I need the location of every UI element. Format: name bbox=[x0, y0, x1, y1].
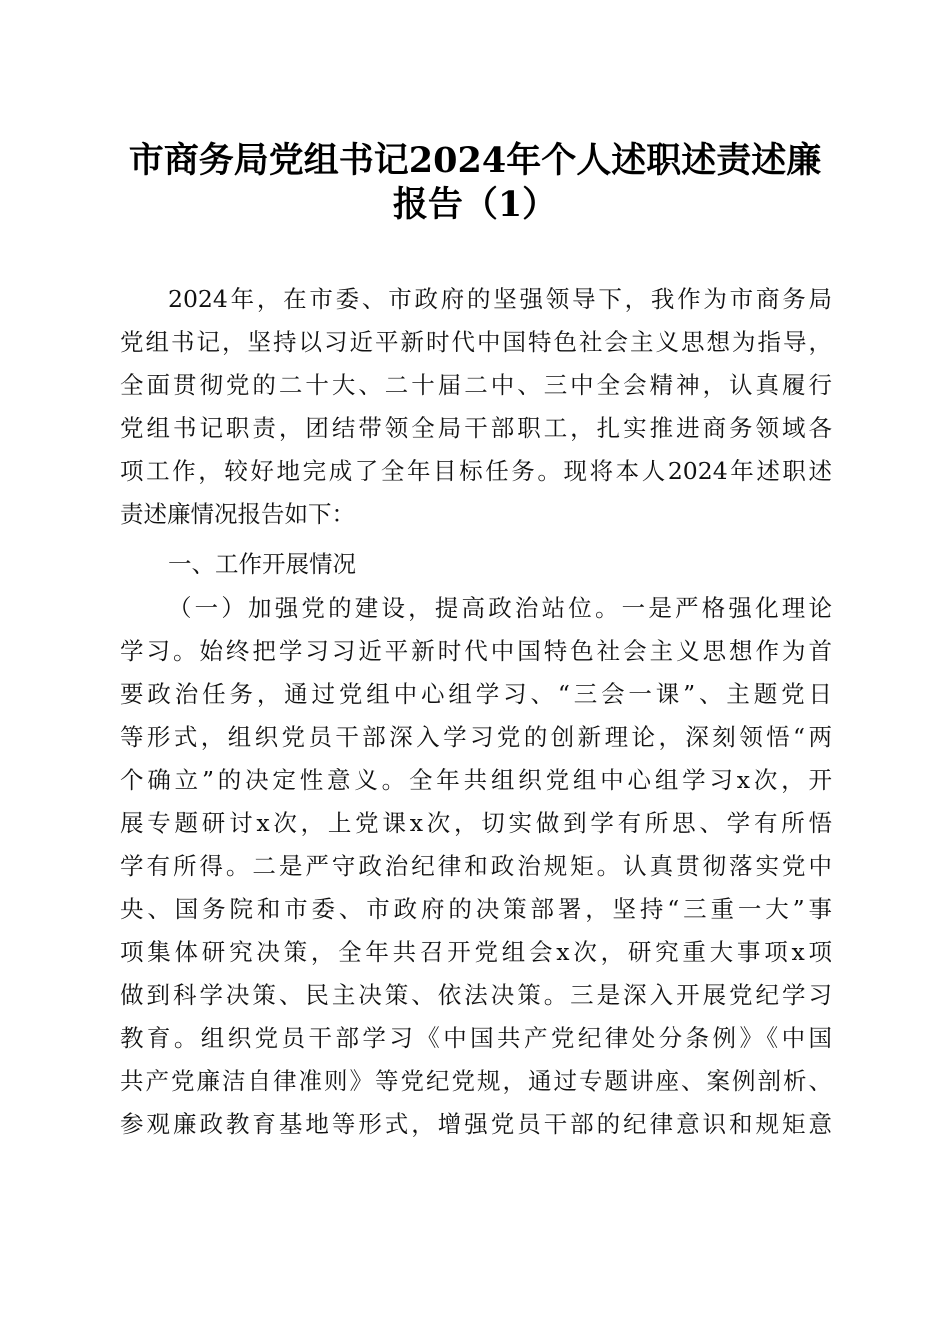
body-line: 教育。组织党员干部学习《中国共产党纪律处分条例》《中国 bbox=[120, 1024, 832, 1052]
intro-line: 2024年，在市委、市政府的坚强领导下，我作为市商务局 bbox=[168, 285, 832, 313]
body-line: 央、国务院和市委、市政府的决策部署，坚持“三重一大”事 bbox=[120, 895, 832, 923]
body-line: 等形式，组织党员干部深入学习党的创新理论，深刻领悟“两 bbox=[120, 723, 832, 751]
body-line: 学有所得。二是严守政治纪律和政治规矩。认真贯彻落实党中 bbox=[120, 852, 832, 880]
body-line: 项集体研究决策，全年共召开党组会x次，研究重大事项x项 bbox=[120, 938, 832, 966]
body-line: （一）加强党的建设，提高政治站位。一是严格强化理论 bbox=[168, 594, 832, 622]
body-line: 要政治任务，通过党组中心组学习、“三会一课”、主题党日 bbox=[120, 680, 832, 708]
body-line: 个确立”的决定性意义。全年共组织党组中心组学习x次，开 bbox=[120, 766, 832, 794]
body-line: 参观廉政教育基地等形式，增强党员干部的纪律意识和规矩意 bbox=[120, 1110, 832, 1138]
body-line: 学习。始终把学习习近平新时代中国特色社会主义思想作为首 bbox=[120, 637, 832, 665]
intro-line: 项工作，较好地完成了全年目标任务。现将本人2024年述职述 bbox=[120, 457, 832, 485]
body-line: 做到科学决策、民主决策、依法决策。三是深入开展党纪学习 bbox=[120, 981, 832, 1009]
document-title-line-1: 市商务局党组书记2024年个人述职述责述廉 bbox=[128, 140, 822, 181]
intro-line: 全面贯彻党的二十大、二十届二中、三中全会精神，认真履行 bbox=[120, 371, 832, 399]
intro-line: 党组书记，坚持以习近平新时代中国特色社会主义思想为指导， bbox=[120, 328, 832, 356]
intro-line: 责述廉情况报告如下： bbox=[120, 500, 355, 528]
body-line: 共产党廉洁自律准则》等党纪党规，通过专题讲座、案例剖析、 bbox=[120, 1067, 832, 1095]
body-line: 展专题研讨x次，上党课x次，切实做到学有所思、学有所悟 bbox=[120, 809, 832, 837]
intro-line: 党组书记职责，团结带领全局干部职工，扎实推进商务领域各 bbox=[120, 414, 832, 442]
section-heading: 一、工作开展情况 bbox=[168, 550, 356, 578]
document-title-line-2: 报告（1） bbox=[392, 184, 558, 225]
